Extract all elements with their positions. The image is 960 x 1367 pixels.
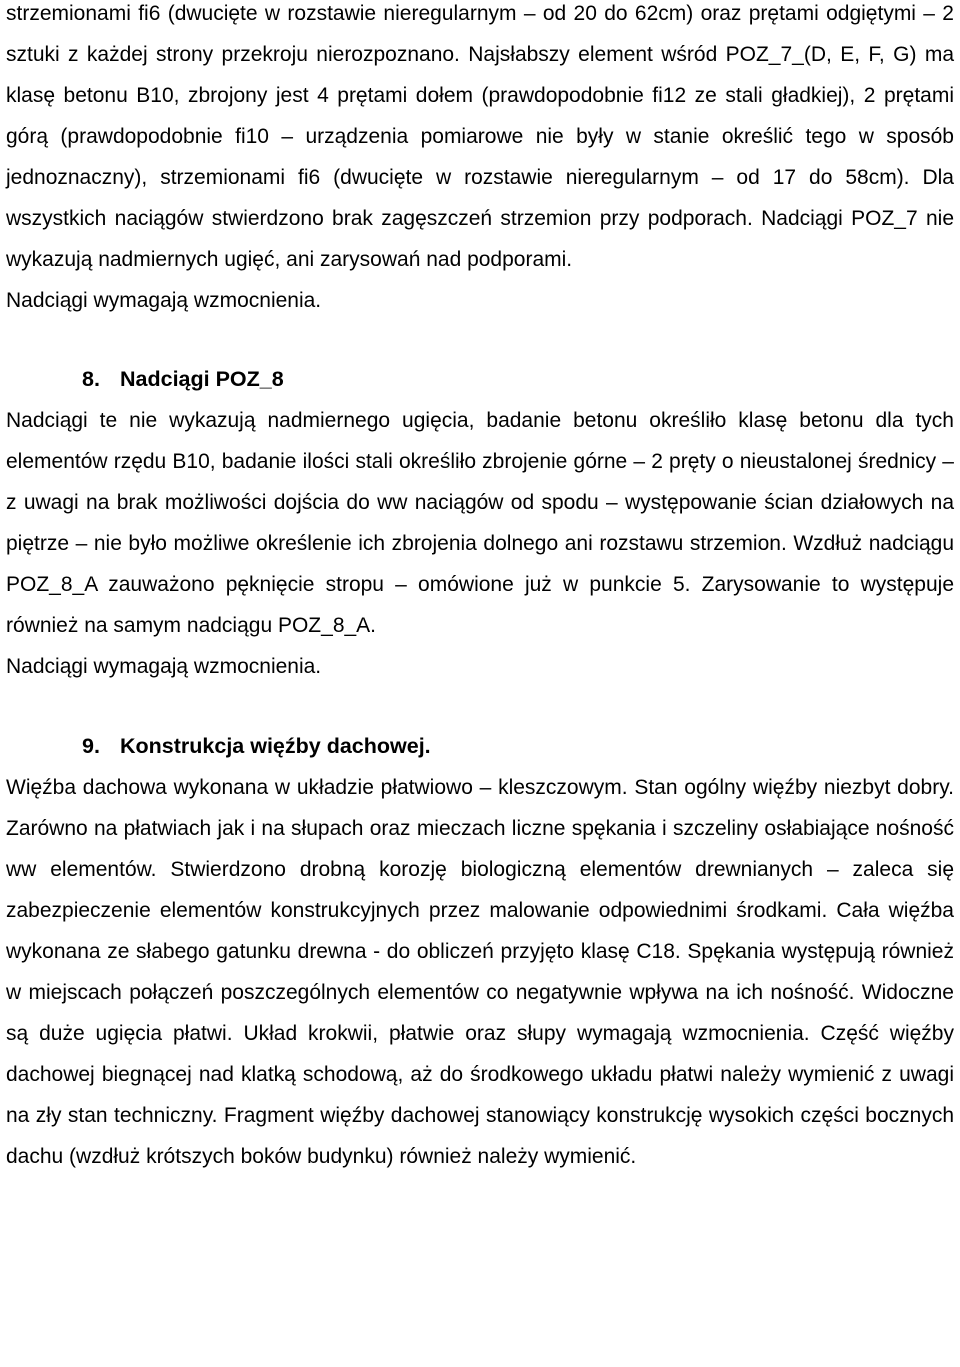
poz8-conclusion: Nadciągi wymagają wzmocnienia. xyxy=(6,655,322,678)
section-9-heading xyxy=(6,726,954,767)
section-8-title: Nadciągi POZ_8 xyxy=(120,367,284,391)
paragraph-roof-truss-description: Więźba dachowa wykonana w układzie płatwiowo – kleszczowym. Stan ogólny więźby niezbyt dobry. Zarówno na płatwiach jak i na słupach oraz mieczach liczne spękania i szczeliny osłabiające nośność ww elementów. Stwierdzono drobną korozję biologiczną elementów drewnianych – zaleca się zabezpieczenie elementów konstrukcyjnych przez malowanie odpowiednimi środkami. Cała więźba wykonana ze słabego gatunku drewna - do obliczeń przyjęto klasę C18. Spękania występują również w miejscach połączeń poszczególnych elementów co negatywnie wpływa na ich nośność. Widoczne są duże ugięcia płatwi. Układ krokwii, płatwie oraz słupy wymagają wzmocnienia. Część więźby dachowej biegnącej nad klatką schodową, aż do środkowego układu płatwi należy wymienić z uwagi na zły stan techniczny. Fragment więźby dachowej stanowiący konstrukcję wysokich części bocznych dachu (wzdłuż krótszych boków budynku) również należy wymienić. xyxy=(6,776,954,1168)
paragraph-poz7-description: strzemionami fi6 (dwucięte w rozstawie nieregularnym – od 20 do 62cm) oraz prętami odgiętymi – 2 sztuki z każdej strony przekroju nierozpoznano. Najsłabszy element wśród POZ_7_(D, E, F, G) ma klasę betonu B10, zbrojony jest 4 prętami dołem (prawdopodobnie fi12 ze stali gładkiej), 2 prętami górą (prawdopodobnie fi10 – urządzenia pomiarowe nie były w stanie określić tego w sposób jednoznaczny), strzemionami fi6 (dwucięte w rozstawie nieregularnym – od 17 do 58cm). Dla wszystkich naciągów stwierdzono brak zagęszczeń strzemion przy podporach. Nadciągi POZ_7 nie wykazują nadmiernych ugięć, ani zarysowań nad podporami. xyxy=(6,2,954,271)
paragraph-poz8-description: Nadciągi te nie wykazują nadmiernego ugięcia, badanie betonu określiło klasę betonu dla tych elementów rzędu B10, badanie ilości stali określiło zbrojenie górne – 2 pręty o nieustalonej średnicy – z uwagi na brak możliwości dojścia do ww naciągów od spodu – występowanie ścian działowych na piętrze – nie było możliwe określenie ich zbrojenia dolnego ani rozstawu strzemion. Wzdłuż nadciągu POZ_8_A zauważono pęknięcie stropu – omówione już w punkcie 5. Zarysowanie to występuje również na samym nadciągu POZ_8_A. xyxy=(6,409,954,637)
poz7-conclusion: Nadciągi wymagają wzmocnienia. xyxy=(6,289,322,312)
section-8-heading xyxy=(6,359,954,400)
document-page xyxy=(6,0,954,1177)
section-8-number: 8. xyxy=(82,367,100,391)
section-9-title: Konstrukcja więźby dachowej. xyxy=(120,734,431,758)
section-9-number: 9. xyxy=(82,734,100,758)
